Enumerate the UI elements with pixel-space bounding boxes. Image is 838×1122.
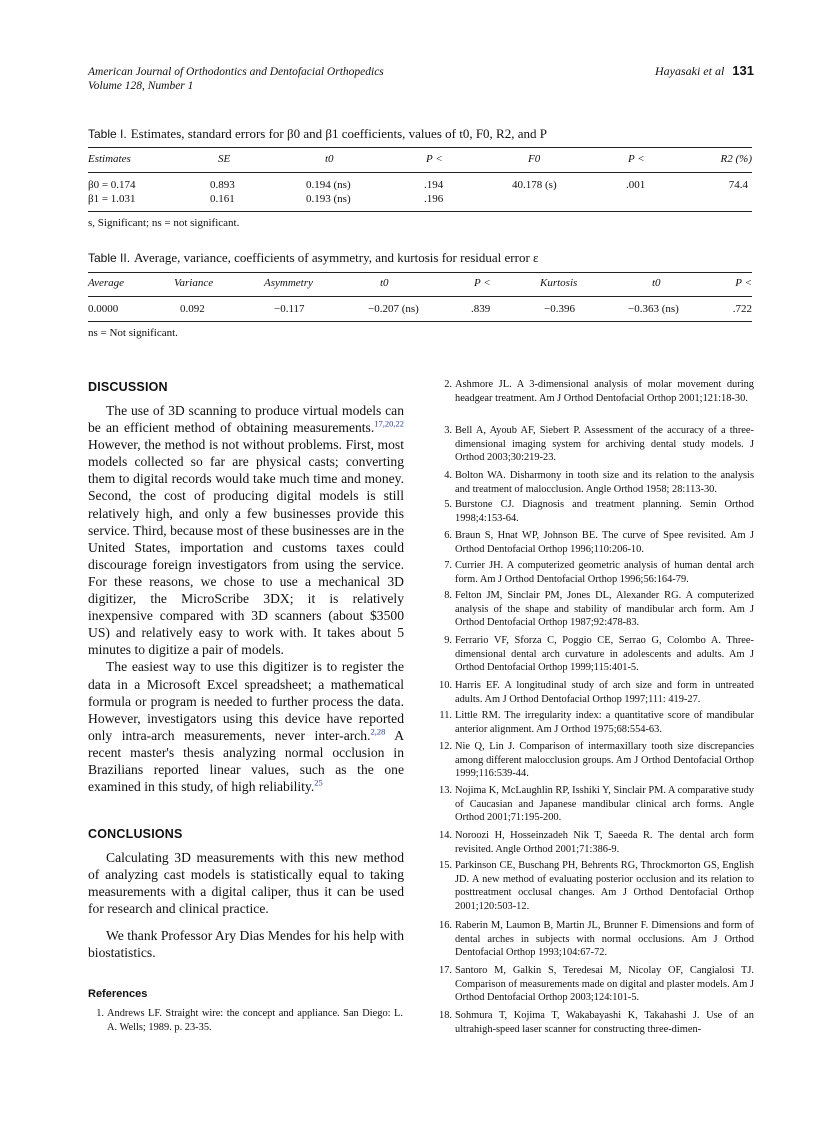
table-cell: .839 bbox=[471, 303, 491, 315]
citation-link[interactable]: 2,28 bbox=[370, 726, 386, 737]
reference-item bbox=[444, 424, 754, 465]
table1-col-p2: P < bbox=[628, 153, 645, 165]
conclusions-section bbox=[88, 849, 404, 962]
reference-text: Harris EF. A longitudinal study of arch size and form in untreated adults. Am J Orthod Dentofacial Orthop 1997;111: 419-27. bbox=[455, 680, 754, 705]
reference-text: Parkinson CE, Buschang PH, Behrents RG, Throckmorton GS, English JD. A new method of evaluating posterior occlusion and its relation to posttreatment occlusal changes. Am J Orthod Dentofacial Orthop 2001;120:503-12. bbox=[455, 860, 754, 913]
reference-number: 15. bbox=[439, 860, 452, 871]
table1-caption bbox=[88, 126, 547, 142]
table1-col-f0: F0 bbox=[528, 153, 541, 165]
reference-item bbox=[439, 964, 754, 1005]
reference-number: 13. bbox=[439, 785, 452, 796]
discussion-heading: DISCUSSION bbox=[88, 380, 168, 394]
running-header-journal bbox=[88, 65, 384, 93]
discussion-p1-text-b: However, the method is not without problems. First, most models collected so far are physical casts; converting them to digital records would take much time and money. Second, the cost of producing digital models is still relatively high, and only a few businesses provide this service. Third, because most of these businesses are in the United States, importation and customs taxes could discourage foreign investigators from using the service. For these reasons, we chose to use a mechanical 3D digitizer, the MicroScribe 3DX; it is relatively inexpensive compared with 3D scanners (about $3500 US) and relatively easy to work with. It takes about 5 minutes to digitize a pair of models. bbox=[88, 437, 404, 658]
reference-item bbox=[444, 498, 754, 525]
reference-number: 2. bbox=[444, 379, 452, 390]
reference-text: Andrews LF. Straight wire: the concept and appliance. San Diego: L. A. Wells; 1989. p. 23-35. bbox=[107, 1008, 403, 1033]
table1-header-rule bbox=[88, 172, 752, 173]
table1-bottom-rule bbox=[88, 211, 752, 212]
table1-col-se: SE bbox=[218, 153, 231, 165]
table1-col-t0: t0 bbox=[325, 153, 334, 165]
reference-text: Felton JM, Sinclair PM, Jones DL, Alexander RG. A computerized analysis of the shape and stability of mandibular arch form. Am J Orthod Dentofacial Orthop 1987;92:478-83. bbox=[455, 590, 754, 629]
table1-top-rule bbox=[88, 147, 752, 148]
reference-text: Noroozi H, Hosseinzadeh Nik T, Saeeda R. The dental arch form revisited. Angle Orthod 2001;71:386-9. bbox=[455, 830, 754, 855]
reference-number: 11. bbox=[439, 710, 452, 721]
reference-text: Raberin M, Laumon B, Martin JL, Brunner F. Dimensions and form of dental arches in subjects with normal occlusions. Am J Orthod Dentofacial Orthop 1993;104:67-72. bbox=[455, 920, 754, 959]
table-cell: β1 = 1.031 bbox=[88, 193, 136, 205]
table1-footnote: s, Significant; ns = not significant. bbox=[88, 217, 240, 229]
reference-number: 9. bbox=[444, 635, 452, 646]
citation-link[interactable]: 17,20,22 bbox=[374, 418, 404, 429]
reference-number: 14. bbox=[439, 830, 452, 841]
conclusions-paragraph: Calculating 3D measurements with this new method of analyzing cast models is statistically equal to taking measurements with a digital caliper, thus it can be used for research and clinical practice. bbox=[88, 850, 404, 917]
reference-number: 3. bbox=[444, 425, 452, 436]
table2-footnote: ns = Not significant. bbox=[88, 327, 178, 339]
reference-item bbox=[439, 679, 754, 706]
reference-text: Burstone CJ. Diagnosis and treatment planning. Semin Orthod 1998;4:153-64. bbox=[455, 499, 754, 524]
reference-item bbox=[439, 709, 754, 736]
reference-item bbox=[439, 1009, 754, 1036]
table1-col-p1: P < bbox=[426, 153, 443, 165]
table2-caption-text: Average, variance, coefficients of asymmetry, and kurtosis for residual error ε bbox=[134, 250, 539, 265]
reference-text: Nie Q, Lin J. Comparison of intermaxillary tooth size discrepancies among different malocclusion groups. Am J Orthod Dentofacial Orthop 1999;116:539-44. bbox=[455, 741, 754, 780]
table-cell: β0 = 0.174 bbox=[88, 179, 136, 191]
table-cell: 0.161 bbox=[210, 193, 235, 205]
reference-text: Braun S, Hnat WP, Johnson BE. The curve of Spee revisited. Am J Orthod Dentofacial Orthop 1996;110:206-10. bbox=[455, 530, 754, 555]
table1-caption-text: Estimates, standard errors for β0 and β1 coefficients, values of t0, F0, R2, and P bbox=[130, 126, 547, 141]
table2-top-rule bbox=[88, 272, 752, 273]
table1-header-row bbox=[88, 153, 752, 167]
table2-col-variance: Variance bbox=[174, 277, 214, 289]
reference-item bbox=[444, 469, 754, 496]
reference-item bbox=[444, 378, 754, 405]
reference-number: 5. bbox=[444, 499, 452, 510]
reference-number: 8. bbox=[444, 590, 452, 601]
reference-text: Bell A, Ayoub AF, Siebert P. Assessment of the accuracy of a three-dimensional imaging system for archiving dental study models. J Orthod 2003;30:219-23. bbox=[455, 425, 754, 464]
table-cell: 74.4 bbox=[728, 179, 748, 191]
references-heading: References bbox=[88, 988, 148, 1000]
reference-item bbox=[96, 1007, 403, 1034]
reference-number: 7. bbox=[444, 560, 452, 571]
table2-col-asymmetry: Asymmetry bbox=[264, 277, 313, 289]
table2-bottom-rule bbox=[88, 321, 752, 322]
reference-text: Currier JH. A computerized geometric analysis of human dental arch form. Am J Orthod Dentofacial Orthop 1996;56:164-79. bbox=[455, 560, 754, 585]
table2-col-kurtosis: Kurtosis bbox=[540, 277, 578, 289]
discussion-p2-text-b: A recent master's thesis analyzing normal occlusion in Brazilians reported linear values, such as the one examined in this study, of high reliability. bbox=[88, 727, 405, 795]
table2-header-rule bbox=[88, 296, 752, 297]
running-header-authors: Hayasaki et al bbox=[654, 64, 725, 78]
reference-number: 12. bbox=[439, 741, 452, 752]
table1-label: Table I. bbox=[88, 127, 127, 141]
acknowledgment-paragraph: We thank Professor Ary Dias Mendes for his help with biostatistics. bbox=[88, 928, 404, 961]
reference-text: Sohmura T, Kojima T, Wakabayashi K, Takahashi J. Use of an ultrahigh-speed laser scanner for constructing three-dimen- bbox=[455, 1010, 754, 1035]
reference-item bbox=[439, 740, 754, 781]
table-cell: −0.117 bbox=[274, 303, 305, 315]
reference-number: 18. bbox=[439, 1010, 452, 1021]
table-cell: .722 bbox=[732, 303, 752, 315]
table2-col-p2: P < bbox=[735, 277, 752, 289]
discussion-paragraph-2 bbox=[88, 658, 404, 795]
reference-item bbox=[439, 784, 755, 825]
conclusions-heading: CONCLUSIONS bbox=[88, 827, 183, 841]
table-cell: .194 bbox=[424, 179, 444, 191]
reference-item bbox=[444, 634, 754, 675]
journal-volume: Volume 128, Number 1 bbox=[88, 80, 194, 92]
table-cell: −0.396 bbox=[544, 303, 575, 315]
reference-item bbox=[439, 919, 754, 960]
table2-label: Table II. bbox=[88, 251, 131, 265]
table2-caption bbox=[88, 250, 538, 266]
table2-col-t0: t0 bbox=[380, 277, 389, 289]
table1-col-estimates: Estimates bbox=[88, 153, 131, 165]
reference-number: 10. bbox=[439, 680, 452, 691]
table-cell: 0.092 bbox=[180, 303, 205, 315]
table-row bbox=[88, 303, 752, 317]
discussion-p2-text-a: The easiest way to use this digitizer is to register the data in a Microsoft Excel spreadsheet; a mathematical formula or program is needed to further process the data. However, investigators using this device have reported only intra-arch measurements, never inter-arch. bbox=[88, 659, 404, 743]
reference-text: Little RM. The irregularity index: a quantitative score of mandibular anterior alignment. Am J Orthod 1975;68:554-63. bbox=[455, 710, 754, 735]
table2-header-row bbox=[88, 277, 752, 291]
reference-text: Santoro M, Galkin S, Teredesai M, Nicolay OF, Cangialosi TJ. Comparison of measurements made on digital and plaster models. Am J Orthod Dentofacial Orthop 2003;124:101-5. bbox=[455, 965, 754, 1004]
table-cell: 40.178 (s) bbox=[512, 179, 557, 191]
reference-text: Nojima K, McLaughlin RP, Isshiki Y, Sinclair PM. A comparative study of Caucasian and Japanese mandibular clinical arch forms. Angle Orthod 2001;71:195-200. bbox=[455, 785, 755, 824]
citation-link[interactable]: 25 bbox=[314, 777, 323, 788]
reference-number: 1. bbox=[96, 1008, 104, 1019]
discussion-section bbox=[88, 402, 404, 795]
reference-text: Ferrario VF, Sforza C, Poggio CE, Serrao G, Colombo A. Three-dimensional dental arch curvature in adolescents and adults. Am J Orthod Dentofacial Orthop 1999;115:401-5. bbox=[455, 635, 754, 674]
table-row bbox=[88, 193, 752, 207]
table-cell: −0.207 (ns) bbox=[368, 303, 419, 315]
table-cell: 0.893 bbox=[210, 179, 235, 191]
reference-number: 6. bbox=[444, 530, 452, 541]
table-cell: .196 bbox=[424, 193, 444, 205]
reference-number: 4. bbox=[444, 470, 452, 481]
table2-col-p1: P < bbox=[474, 277, 491, 289]
table-cell: .001 bbox=[626, 179, 646, 191]
table2-col-average: Average bbox=[88, 277, 125, 289]
reference-text: Ashmore JL. A 3-dimensional analysis of molar movement during headgear treatment. Am J Orthod Dentofacial Orthop 2001;121:18-30. bbox=[455, 379, 754, 404]
table-cell: 0.193 (ns) bbox=[306, 193, 351, 205]
journal-name: American Journal of Orthodontics and Dentofacial Orthopedics bbox=[88, 66, 384, 78]
table2-col-t0b: t0 bbox=[652, 277, 661, 289]
discussion-paragraph-1 bbox=[88, 402, 404, 658]
table-cell: 0.194 (ns) bbox=[306, 179, 351, 191]
reference-item bbox=[439, 859, 754, 914]
reference-item bbox=[444, 589, 754, 630]
table-row bbox=[88, 179, 752, 193]
reference-number: 17. bbox=[439, 965, 452, 976]
table-cell: 0.0000 bbox=[88, 303, 119, 315]
reference-item bbox=[444, 529, 754, 556]
table1-col-r2: R2 (%) bbox=[720, 153, 752, 165]
reference-text: Bolton WA. Disharmony in tooth size and its relation to the analysis and treatment of malocclusion. Angle Orthod 1958; 28:113-30. bbox=[455, 470, 754, 495]
running-header-right bbox=[655, 63, 754, 79]
page-number: 131 bbox=[732, 63, 754, 78]
reference-item bbox=[439, 829, 754, 856]
table-cell: −0.363 (ns) bbox=[628, 303, 679, 315]
reference-number: 16. bbox=[439, 920, 452, 931]
reference-item bbox=[444, 559, 754, 586]
discussion-p1-text-a: The use of 3D scanning to produce virtual models can be an efficient method of obtaining measurements. bbox=[88, 403, 404, 436]
